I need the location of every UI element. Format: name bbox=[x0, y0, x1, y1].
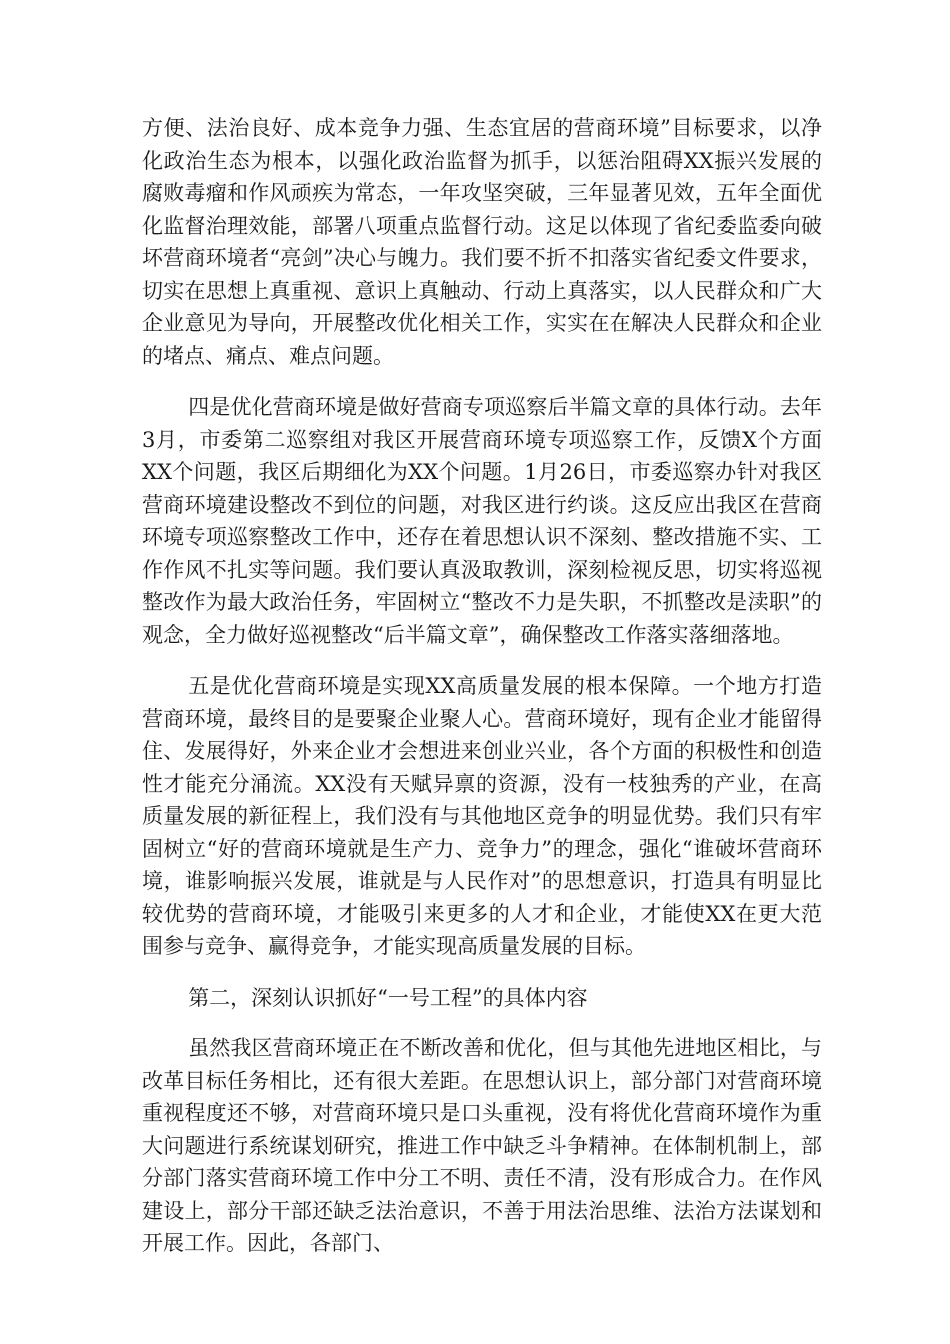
paragraph-final: 虽然我区营商环境正在不断改善和优化，但与其他先进地区相比，与改革目标任务相比，还有很大差距。在思想认识上，部分部门对营商环境重视程度还不够，对营商环境只是口头重视，没有将优化营商环境作为重大问题进行系统谋划研究，推进工作中缺乏斗争精神。在体制机制上，部分部门落实营商环境工作中分工不明、责任不清，没有形成合力。在作风建设上，部分干部还缺乏法治意识，不善于用法治思维、法治方法谋划和开展工作。因此，各部门、 bbox=[142, 1036, 822, 1255]
document-body bbox=[142, 112, 822, 1279]
paragraph-point-four: 四是优化营商环境是做好营商专项巡察后半篇文章的具体行动。去年3月，市委第二巡察组对我区开展营商环境专项巡察工作，反馈X个方面XX个问题，我区后期细化为XX个问题。1月26日，市委巡察办针对我区营商环境建设整改不到位的问题，对我区进行约谈。这反应出我区在营商环境专项巡察整改工作中，还存在着思想认识不深刻、整改措施不实、工作作风不扎实等问题。我们要认真汲取教训，深刻检视反思，切实将巡视整改作为最大政治任务，牢固树立“整改不力是失职，不抓整改是渎职”的观念，全力做好巡视整改“后半篇文章”，确保整改工作落实落细落地。 bbox=[142, 395, 822, 647]
section-heading: 第二，深刻认识抓好“一号工程”的具体内容 bbox=[188, 985, 588, 1010]
paragraph-continued: 方便、法治良好、成本竞争力强、生态宜居的营商环境”目标要求，以净化政治生态为根本，以强化政治监督为抓手，以惩治阻碍XX振兴发展的腐败毒瘤和作风顽疾为常态，一年攻坚突破，三年显著见效，五年全面优化监督治理效能，部署八项重点监督行动。这足以体现了省纪委监委向破坏营商环境者“亮剑”决心与魄力。我们要不折不扣落实省纪委文件要求，切实在思想上真重视、意识上真触动、行动上真落实，以人民群众和广大企业意见为导向，开展整改优化相关工作，实实在在解决人民群众和企业的堵点、痛点、难点问题。 bbox=[142, 116, 822, 368]
paragraph-point-five: 五是优化营商环境是实现XX高质量发展的根本保障。一个地方打造营商环境，最终目的是要聚企业聚人心。营商环境好，现有企业才能留得住、发展得好，外来企业才会想进来创业兴业，各个方面的积极性和创造性才能充分涌流。XX没有天赋异禀的资源，没有一枝独秀的产业，在高质量发展的新征程上，我们没有与其他地区竞争的明显优势。我们只有牢固树立“好的营商环境就是生产力、竞争力”的理念，强化“谁破坏营商环境，谁影响振兴发展，谁就是与人民作对”的思想意识，打造具有明显比较优势的营商环境，才能吸引来更多的人才和企业，才能使XX在更大范围参与竞争、赢得竞争，才能实现高质量发展的目标。 bbox=[142, 674, 822, 958]
